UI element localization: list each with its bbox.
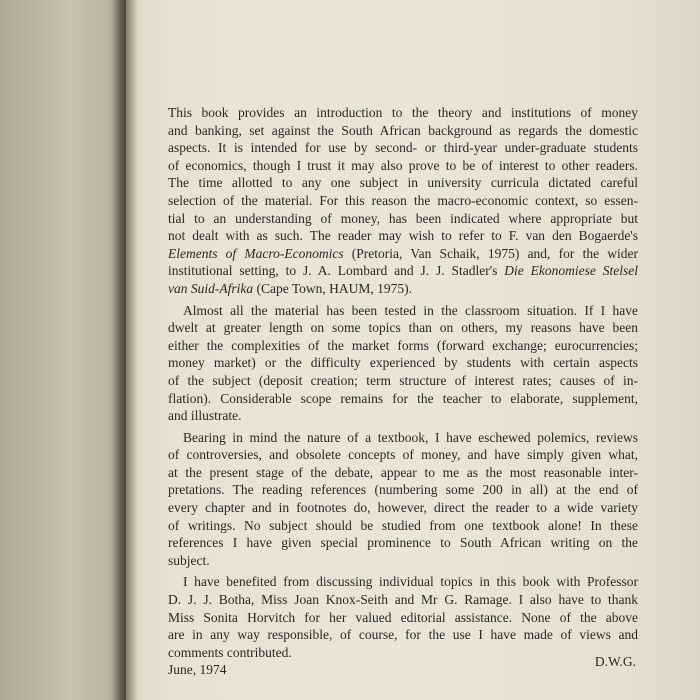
text-line: pretations. The reading references (numbering some 200 in all) at the end of <box>168 482 638 498</box>
text-run: (Pretoria, Van Schaik, 1975) and, for the wider <box>343 245 638 261</box>
text-line: and illustrate. <box>168 408 242 424</box>
text-line: I have benefited from discussing individual topics in this book with Professor <box>183 574 638 590</box>
text-run: institutional setting, to J. A. Lombard and J. J. Stadler's <box>168 263 505 279</box>
text-run: (Cape Town, HAUM, 1975). <box>253 280 413 296</box>
text-line: either the complexities of the market forms (forward exchange; eurocurrencies; <box>168 337 638 353</box>
text-line: Almost all the material has been tested in the classroom situation. If I have <box>183 302 638 318</box>
text-line: of the subject (deposit creation; term structure of interest rates; causes of in- <box>168 372 638 388</box>
text-line: references I have given special prominence to South African writing on the <box>168 535 638 551</box>
facing-page-edge <box>0 0 128 700</box>
paragraph-4 <box>168 573 638 661</box>
text-line <box>168 262 638 280</box>
text-line: dwelt at greater length on some topics than on others, my reasons have been <box>168 320 638 336</box>
text-line: This book provides an introduction to the theory and institutions of money <box>168 105 638 120</box>
text-line: of economics, though I trust it may also prove to be of interest to other readers. <box>168 157 638 173</box>
text-line: at the present stage of the debate, appear to me as the most reasonable inter- <box>168 464 638 480</box>
text-line: and banking, set against the South African background as regards the domestic <box>168 122 638 138</box>
text-line: money market) or the difficulty experienced by students with certain aspects <box>168 355 638 371</box>
book-gutter <box>112 0 138 700</box>
text-line: D. J. J. Botha, Miss Joan Knox-Seith and Mr G. Ramage. I also have to thank <box>168 592 638 608</box>
book-title: Elements of Macro-Economics <box>168 245 344 261</box>
text-line: comments contributed. <box>168 644 292 660</box>
signature-row <box>168 654 638 679</box>
text-line: subject. <box>168 552 210 568</box>
text-line: selection of the material. For this reason the macro-economic context, so essen- <box>168 192 638 208</box>
text-line: The time allotted to any one subject in university curricula dictated careful <box>168 175 638 191</box>
preface-date: June, 1974 <box>168 662 227 678</box>
book-title: Die Ekonomiese Stelsel <box>504 263 638 279</box>
paragraph-1 <box>168 104 638 298</box>
text-line: Bearing in mind the nature of a textbook, I have eschewed polemics, reviews <box>183 429 638 445</box>
preface-text <box>168 104 638 679</box>
text-line: tial to an understanding of money, has been indicated where appropriate but <box>168 210 638 226</box>
text-line: of controversies, and obsolete concepts of money, and have simply given what, <box>168 447 638 463</box>
author-initials: D.W.G. <box>594 654 636 670</box>
text-line: flation). Considerable scope remains for the teacher to elaborate, supplement, <box>168 390 638 406</box>
text-line: of writings. No subject should be studied from one textbook alone! In these <box>168 517 638 533</box>
book-title: van Suid-Afrika <box>168 280 254 296</box>
text-line <box>168 245 638 263</box>
text-line: every chapter and in footnotes do, however, direct the reader to a wide variety <box>168 500 638 516</box>
text-line: Miss Sonita Horvitch for her valued editorial assistance. None of the above <box>168 609 638 625</box>
paragraph-3 <box>168 429 638 570</box>
paragraph-2 <box>168 302 638 425</box>
text-line: aspects. It is intended for use by second- or third-year under-graduate students <box>168 140 638 156</box>
text-line: are in any way responsible, of course, for the use I have made of views and <box>168 627 638 643</box>
text-line: not dealt with as such. The reader may wish to refer to F. van den Bogaerde's <box>168 228 638 244</box>
text-line <box>168 280 638 298</box>
